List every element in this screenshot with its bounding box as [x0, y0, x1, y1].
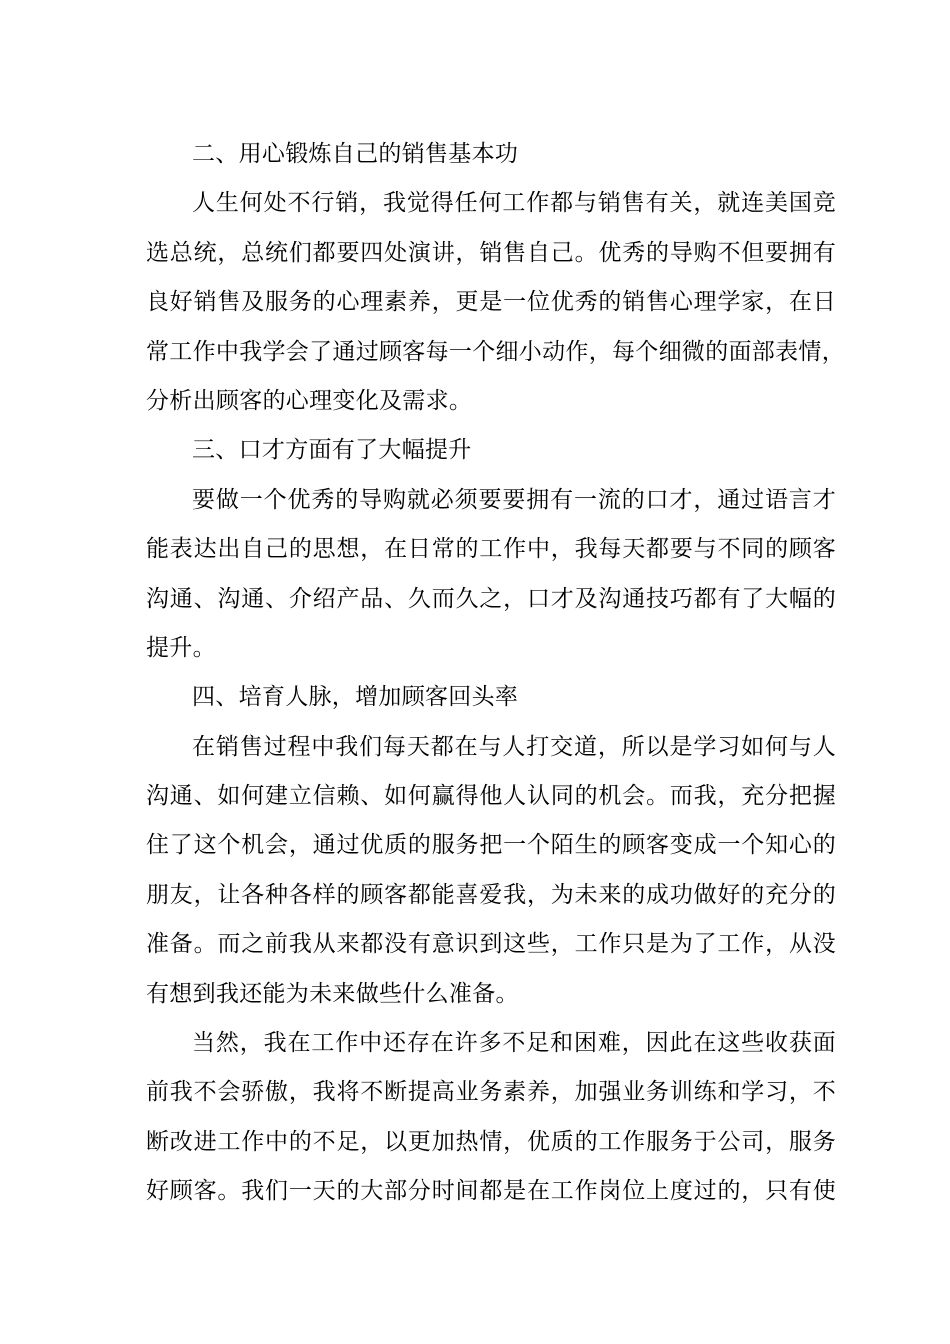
- text-line: 在销售过程中我们每天都在与人打交道，所以是学习如何与人: [192, 733, 836, 760]
- text-line: 要做一个优秀的导购就必须要要拥有一流的口才，通过语言才: [192, 486, 836, 513]
- text-line: 二、用心锻炼自己的销售基本功: [192, 141, 519, 167]
- text-line: 好顾客。我们一天的大部分时间都是在工作岗位上度过的，只有使: [146, 1178, 836, 1205]
- text-line: 分析出顾客的心理变化及需求。: [146, 387, 473, 414]
- text-line: 准备。而之前我从来都没有意识到这些，工作只是为了工作，从没: [146, 931, 836, 958]
- text-line: 四、培育人脉，增加顾客回头率: [192, 684, 519, 711]
- document-page: [146, 130, 845, 1217]
- text-line: 当然，我在工作中还存在许多不足和困难，因此在这些收获面: [192, 1030, 836, 1057]
- text-line: 住了这个机会，通过优质的服务把一个陌生的顾客变成一个知心的: [146, 832, 836, 859]
- text-line: 沟通、如何建立信赖、如何赢得他人认同的机会。而我，充分把握: [146, 783, 836, 810]
- text-line: 朋友，让各种各样的顾客都能喜爱我，为未来的成功做好的充分的: [146, 881, 836, 908]
- text-line: 良好销售及服务的心理素养，更是一位优秀的销售心理学家，在日: [146, 289, 836, 316]
- text-line: 三、口才方面有了大幅提升: [192, 437, 472, 464]
- text-line: 能表达出自己的思想，在日常的工作中，我每天都要与不同的顾客: [146, 536, 836, 563]
- text-line: 常工作中我学会了通过顾客每一个细小动作，每个细微的面部表情，: [146, 338, 845, 365]
- text-line: 沟通、沟通、介绍产品、久而久之，口才及沟通技巧都有了大幅的: [146, 585, 836, 612]
- text-line: 提升。: [146, 634, 216, 661]
- text-line: 选总统，总统们都要四处演讲，销售自己。优秀的导购不但要拥有: [146, 239, 836, 266]
- text-line: 前我不会骄傲，我将不断提高业务素养，加强业务训练和学习，不: [146, 1079, 836, 1106]
- text-line: 有想到我还能为未来做些什么准备。: [146, 980, 519, 1007]
- text-line: 断改进工作中的不足，以更加热情，优质的工作服务于公司，服务: [146, 1128, 836, 1155]
- text-line: 人生何处不行销，我觉得任何工作都与销售有关，就连美国竞: [192, 190, 836, 217]
